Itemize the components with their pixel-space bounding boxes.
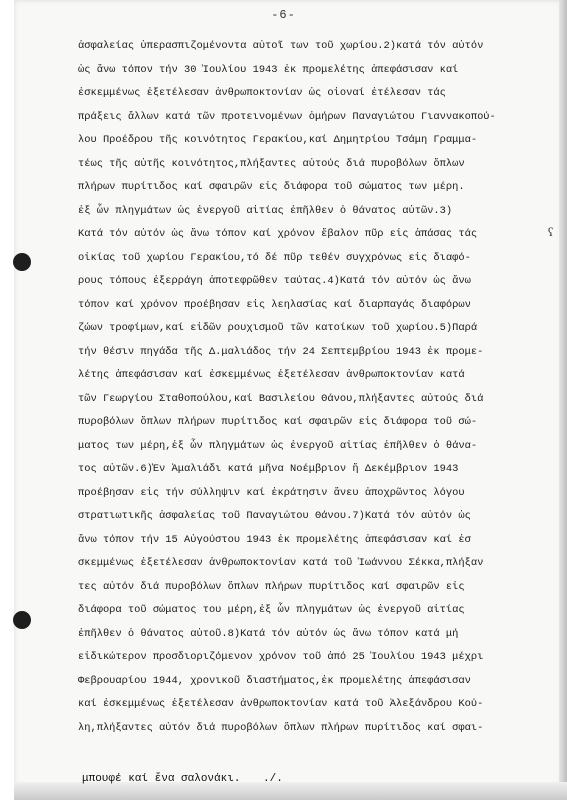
text-line: ἐπῆλθεν ὁ θάνατος αὐτοῦ.8)Κατά τόν αὐτόν ὡς ἄνω τόπον κατά μή (78, 627, 459, 640)
margin-pencil-mark: ʕ (548, 225, 554, 239)
text-line: ματος των μέρη,ἐξ ὧν πληγμάτων ὡς ἐνεργοῦ αἰτίας ἐπῆλθεν ὁ θάνα- (78, 439, 478, 452)
text-line: τέως τῆς αὐτῆς κοινότητος,πλήξαντες αὐτούς διά πυροβόλων ὅπλων (78, 157, 465, 170)
text-line: τες αὐτόν διά πυροβόλων ὅπλων πλήρων πυρίτιδος καί σφαιρῶν εἰς (78, 580, 465, 593)
punch-hole-top (13, 253, 31, 271)
text-line: τῶν Γεωργίου Σταθοπούλου,καί Βασιλείου Θάνου,πλήξαντες αὐτούς διά (78, 392, 484, 405)
punch-hole-bottom (13, 611, 31, 629)
text-line: ἐσκεμμένως ἐξετέλεσαν ἀνθρωποκτονίαν ὡς οἱοναί ἐτέλεσαν τάς (78, 87, 446, 99)
text-line: διάφορα τοῦ σώματος του μέρη,ἐξ ὧν πληγμάτων ὡς ἐνεργοῦ αἰτίας (78, 604, 465, 616)
text-line: καί ἐσκεμμένως ἐξετέλεσαν ἀνθρωποκτονίαν κατά τοῦ Ἀλεξάνδρου Κού- (78, 698, 484, 710)
footer-text: μπουφέ καί ἕνα σαλονάκι. (82, 773, 241, 785)
text-line: Φεβρουαρίου 1944, χρονικοῦ διαστήματος,ἐκ προμελέτης ἀπεφάσισαν (78, 674, 471, 687)
text-line: τος αὐτῶν.6)Ἐν Ἀμαλιάδι κατά μῆνα Νοέμβριον ἤ Δεκέμβριον 1943 (78, 463, 459, 475)
typewritten-body (78, 35, 520, 740)
text-line: τήν θέσιν πηγάδα τῆς Δ.μαλιάδος τήν 24 Σεπτεμβρίου 1943 ἐκ προμε- (78, 345, 484, 358)
text-line: λέτης ἀπεφάσισαν καί ἐσκεμμένως ἐξετέλεσαν ἀνθρωποκτονίαν κατά (78, 369, 465, 381)
text-line: στρατιωτικῆς ἀσφαλείας τοῦ Παναγιώτου Θάνου.7)Κατά τόν αὐτόν ὡς (78, 510, 471, 522)
text-line: Κατά τόν αὐτόν ὡς ἄνω τόπον καί χρόνον ἔβαλον πῦρ εἰς ἁπάσας τάς (78, 228, 478, 240)
text-line: προέβησαν εἰς τήν σύλληψιν καί ἐκράτησιν ἄνευ ἀποχρῶντος λόγου (78, 486, 465, 499)
text-line: πυροβόλων ὅπλων πλήρων πυρίτιδος καί σφαιρῶν εἰς διάφορα τοῦ σώ- (78, 416, 478, 428)
text-line: εἰδικώτερον προσδιοριζόμενον χρόνον τοῦ ἀπό 25 Ἰουλίου 1943 μέχρι (78, 651, 484, 663)
text-line: πράξεις ἄλλων κατά τῶν προτεινομένων ὁμήρων Παναγιώτου Γιαννακοπού- (78, 110, 496, 123)
text-line: πλήρων πυρίτιδος καί σφαιρῶν εἰς διάφορα τοῦ σώματος των μέρη. (78, 181, 465, 193)
page-edge-right (559, 0, 567, 800)
text-line: τόπον καί χρόνον προέβησαν εἰς λεηλασίας καί διαρπαγάς διαφόρων (78, 298, 471, 311)
text-line: ζώων τροφίμων,καί εἰδῶν ρουχισμοῦ τῶν κατοίκων τοῦ χωρίου.5)Παρά (78, 322, 478, 334)
text-line: οἰκίας τοῦ χωρίου Γερακίου,τό δέ πῦρ τεθέν συγχρόνως εἰς διαφό- (78, 251, 471, 264)
footer-mark: ./. (263, 773, 283, 785)
text-line: λου Προέδρου τῆς κοινότητος Γερακίου,καί Δημητρίου Τσάμη Γραμμα- (78, 134, 478, 146)
text-line: λη,πλήξαντες αὐτόν διά πυροβόλων ὅπλων πλήρων πυρίτιδος καί σφαι- (78, 721, 484, 734)
text-line: ἀσφαλείας ὑπερασπιζομένοντα αὐτοῖ των τοῦ χωρίου.2)κατά τόν αὐτόν (78, 40, 484, 52)
text-line: ὡς ἄνω τόπον τήν 30 Ἰουλίου 1943 ἐκ προμελέτης ἀπεφάσισαν καί (78, 63, 459, 76)
text-line: σκεμμένως ἐξετέλεσαν ἀνθρωποκτονίαν κατά τοῦ Ἰωάννου Σέκκα,πλήξαν (78, 557, 484, 569)
text-line: ρους τόπους ἐξερράγη ἀποτεφρῶθεν ταύτας.4)Κατά τόν αὐτόν ὡς ἄνω (78, 275, 471, 287)
text-line: ἄνω τόπον τήν 15 Αὐγούστου 1943 ἐκ προμελέτης ἀπεφάσισαν καί ἐσ (78, 533, 471, 546)
page-number: -6- (271, 8, 296, 22)
footer-line (82, 773, 283, 785)
text-line: ἐξ ὧν πληγμάτων ὡς ἐνεργοῦ αἰτίας ἐπῆλθεν ὁ θάνατος αὐτῶν.3) (78, 204, 453, 217)
